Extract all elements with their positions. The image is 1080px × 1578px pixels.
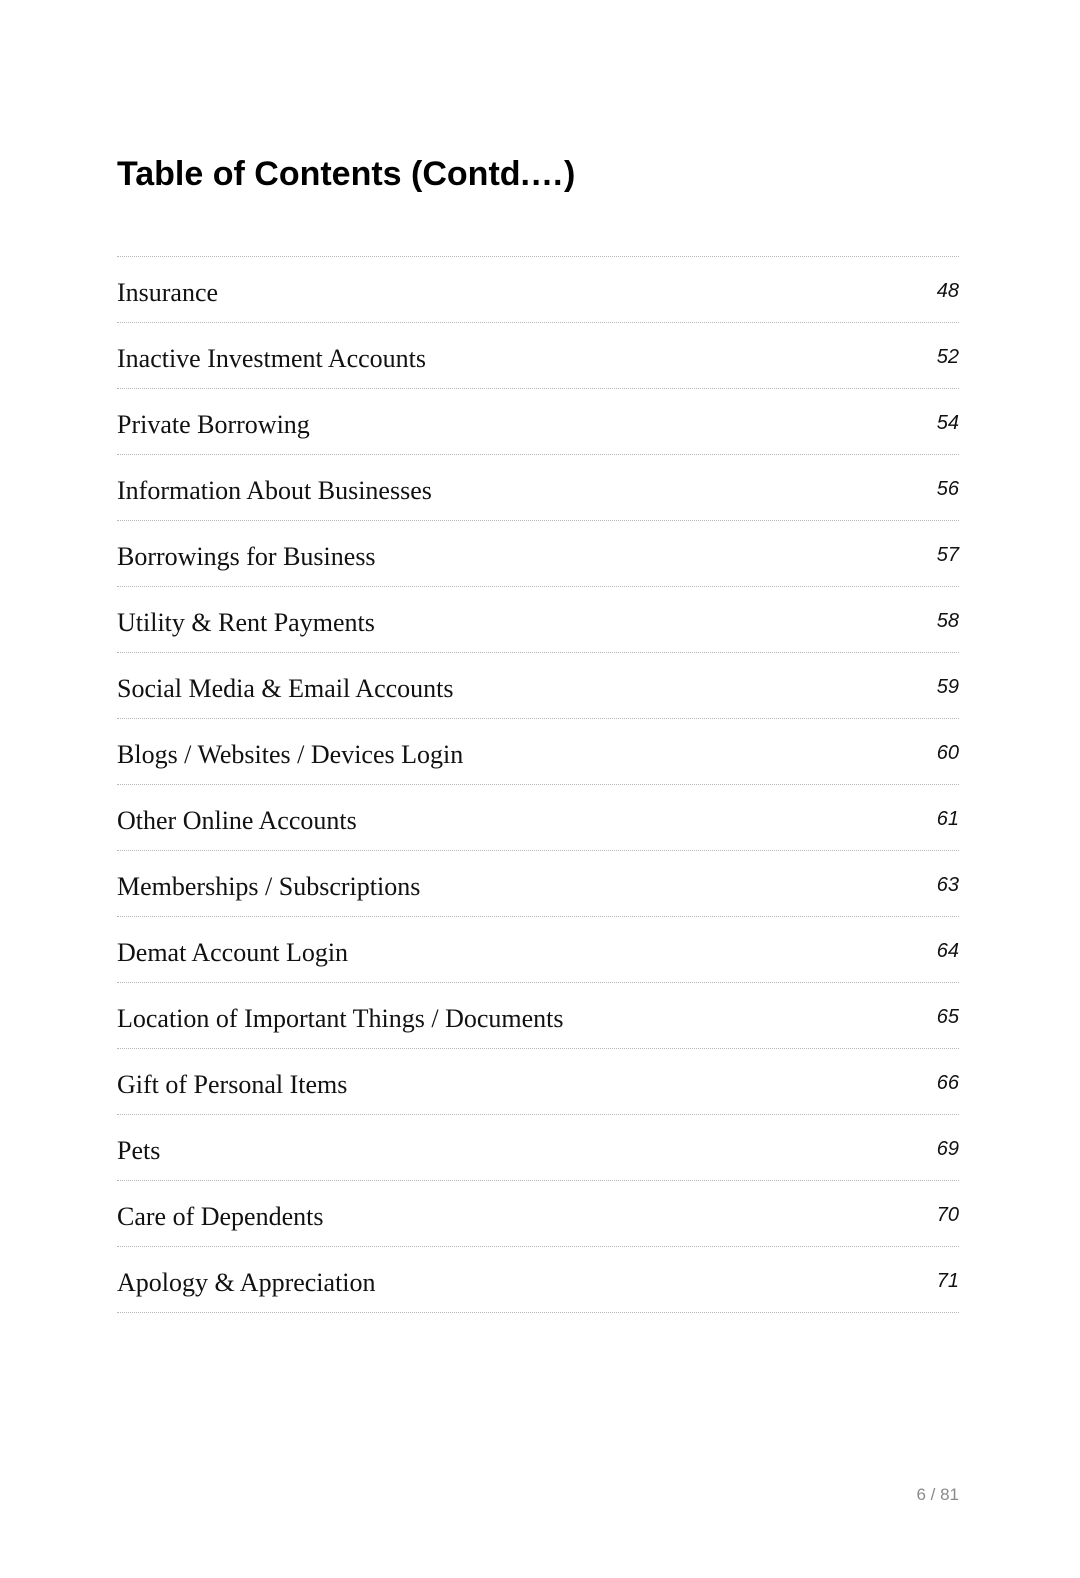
toc-entry-page: 63 <box>936 874 959 896</box>
toc-entry-label: Location of Important Things / Documents <box>117 1004 564 1033</box>
toc-entry-blogs-websites-devices-login[interactable] <box>117 719 959 785</box>
toc-entry-demat-account-login[interactable] <box>117 917 959 983</box>
toc-entry-label: Social Media & Email Accounts <box>117 674 454 703</box>
toc-entry-label: Utility & Rent Payments <box>117 608 375 637</box>
toc-entry-label: Borrowings for Business <box>117 542 376 571</box>
toc-entry-label: Other Online Accounts <box>117 806 357 835</box>
toc-entry-private-borrowing[interactable] <box>117 389 959 455</box>
toc-entry-label: Memberships / Subscriptions <box>117 872 421 901</box>
toc-entry-location-of-important-things[interactable] <box>117 983 959 1049</box>
toc-entry-label: Apology & Appreciation <box>117 1268 376 1297</box>
toc-entry-social-media-email-accounts[interactable] <box>117 653 959 719</box>
toc-entry-apology-appreciation[interactable] <box>117 1247 959 1313</box>
toc-entry-insurance[interactable] <box>117 257 959 323</box>
toc-entry-pets[interactable] <box>117 1115 959 1181</box>
toc-entry-other-online-accounts[interactable] <box>117 785 959 851</box>
page-indicator: 6 / 81 <box>916 1485 959 1504</box>
page-title: Table of Contents (Contd.…) <box>117 155 576 193</box>
table-of-contents <box>117 256 959 1313</box>
toc-entry-label: Inactive Investment Accounts <box>117 344 427 373</box>
toc-entry-memberships-subscriptions[interactable] <box>117 851 959 917</box>
toc-entry-page: 66 <box>936 1072 959 1094</box>
toc-entry-page: 54 <box>936 412 959 434</box>
toc-entry-page: 70 <box>936 1204 959 1226</box>
toc-entry-page: 56 <box>936 478 959 500</box>
toc-entry-label: Gift of Personal Items <box>117 1070 348 1099</box>
toc-entry-label: Care of Dependents <box>117 1202 324 1231</box>
toc-entry-label: Information About Businesses <box>117 476 432 505</box>
toc-entry-page: 61 <box>936 808 959 830</box>
toc-entry-page: 52 <box>936 346 959 368</box>
toc-entry-page: 59 <box>936 676 959 698</box>
toc-entry-label: Private Borrowing <box>117 410 310 439</box>
toc-entry-label: Demat Account Login <box>117 938 349 967</box>
toc-entry-page: 48 <box>936 280 959 302</box>
toc-entry-utility-rent-payments[interactable] <box>117 587 959 653</box>
toc-entry-page: 69 <box>936 1138 959 1160</box>
toc-entry-label: Pets <box>117 1136 161 1165</box>
toc-entry-page: 65 <box>936 1006 959 1028</box>
toc-entry-borrowings-for-business[interactable] <box>117 521 959 587</box>
toc-entry-label: Insurance <box>117 278 219 307</box>
toc-entry-page: 64 <box>936 940 959 962</box>
toc-entry-care-of-dependents[interactable] <box>117 1181 959 1247</box>
toc-entry-page: 57 <box>936 544 959 566</box>
toc-entry-gift-of-personal-items[interactable] <box>117 1049 959 1115</box>
toc-entry-page: 71 <box>936 1270 959 1292</box>
toc-entry-inactive-investment-accounts[interactable] <box>117 323 959 389</box>
toc-entry-page: 58 <box>936 610 959 632</box>
toc-entry-information-about-businesses[interactable] <box>117 455 959 521</box>
toc-entry-page: 60 <box>936 742 959 764</box>
toc-entry-label: Blogs / Websites / Devices Login <box>117 740 464 769</box>
